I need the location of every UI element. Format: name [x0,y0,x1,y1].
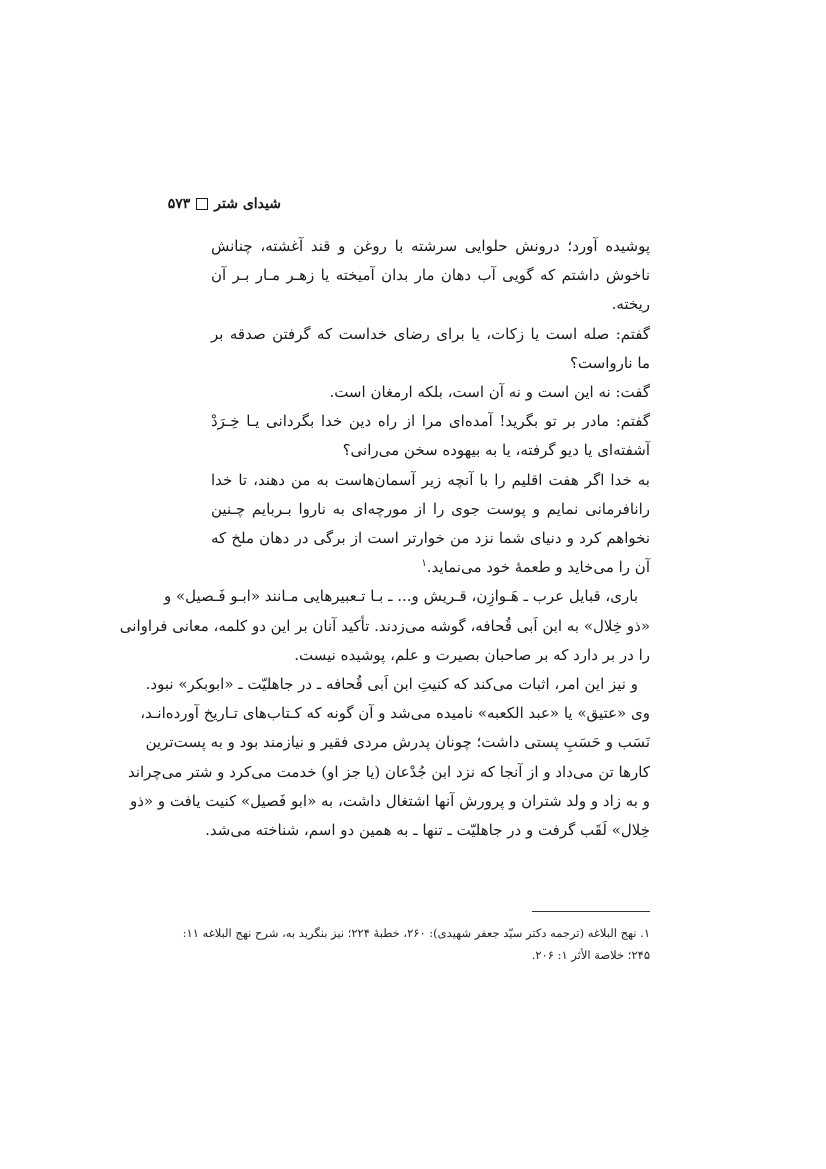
text-line: کارها تن می‌داد و از آنجا که نزد ابن جُدْعان (یا جز او) خدمت می‌کرد و شتر می‌چراند [127,762,650,781]
text-line: نَسَب و حَسَبِ پستی داشت؛ چونان پدرش مردی فقیر و نیازمند بود و به پست‌ترین [145,733,650,752]
text-line: باری، قبایل عرب ـ هَـوازِن، قـریش و... ـ بـا تـعبیرهایی مـانند «ابـو فَـصیل» و [163,587,638,606]
text-line: آن را می‌خاید و طعمهٔ خود می‌نماید. [426,558,650,577]
square-icon [196,198,208,210]
text-line: و به زاد و ولد شتران و پرورش آنها اشتغال داشت، به «ابو فَصیل» کنیت یافت و «ذو [129,791,650,810]
text-line: گفت: نه این است و نه آن است، بلکه ارمغان است. [329,383,650,402]
paragraph-2 [176,320,650,378]
text-line: ناخوش داشتم که گویی آب دهان مار بدان آمیخته یا زهـر مـار بـر آن [211,266,650,285]
text-line: نخواهم کرد و دنیای شما نزد من خوارتر است از برگی در دهان ملخ که [211,529,650,548]
paragraph-4 [176,407,650,465]
footnote-divider [532,911,650,912]
running-header [168,196,281,212]
text-line: و نیز این امر، اثبات می‌کند که کنیتِ ابن اَبی قُحافه ـ در جاهلیّت ـ «ابوبکر» نبود. [145,675,638,694]
footnote-reference[interactable]: ۱ [421,558,427,570]
paragraph-6 [119,582,650,670]
paragraph-5 [176,466,650,583]
paragraph-1 [176,232,650,320]
text-line: ریخته. [611,295,650,314]
text-line: گفتم: صله است یا زکات، یا برای رضای خداست که گرفتن صدقه بر [211,324,650,343]
text-line: خِلال» لَقَب گرفت و در جاهلیّت ـ تنها ـ به همین دو اسم، شناخته می‌شد. [205,821,650,840]
main-text [119,232,650,845]
text-line: آشفته‌ای یا دیو گرفته، یا به بیهوده سخن می‌رانی؟ [342,441,650,460]
quote-block [176,232,650,582]
running-title: شیدای شتر [214,196,281,212]
text-line: «ذو خِلال» به ابن اَبی قُحافه، گوشه می‌زدند. تأکید آنان بر این دو کلمه، معانی فراوانی [119,616,650,635]
text-line: گفتم: مادر بر تو بگرید! آمده‌ای مرا از راه دین خدا بگردانی یـا خِـرَدْ [211,412,650,431]
text-line: وی «عتیق» یا «عبد الکعبه» نامیده می‌شد و آن گونه که کـتاب‌های تـاریخ آورده‌انـد، [140,704,650,723]
page-number: ۵۷۳ [167,196,191,212]
footnote-line: ۱. نهج البلاغه (ترجمه دکتر سیّد جعفر شهیدی): ۲۶۰، خطبهٔ ۲۲۴؛ نیز بنگرید به، شرح نهج البلاغه ۱۱: [182,926,650,940]
text-line: را در بر دارد که بر صاحبان بصیرت و علم، پوشیده نیست. [294,645,650,664]
text-line: ما نارواست؟ [569,353,650,372]
footnotes [176,922,650,966]
text-line: پوشیده آورد؛ درونش حلوایی سرشته با روغن و قند آغشته، چنانش [211,237,650,255]
text-line-with-footnote [176,553,650,582]
text-line: رانافرمانی نمایم و پوست جوی را از مورچه‌ای به ناروا بـربایم چـنین [211,499,650,518]
text-line: به خدا اگر هفت اقلیم را با آنچه زیر آسمان‌هاست به من دهند، تا خدا [211,470,650,489]
footnote-line: ۲۴۵؛ خلاصة الأثر ۱: ۲۰۶. [531,948,650,962]
paragraph-3 [176,378,650,407]
paragraph-7 [127,670,650,845]
